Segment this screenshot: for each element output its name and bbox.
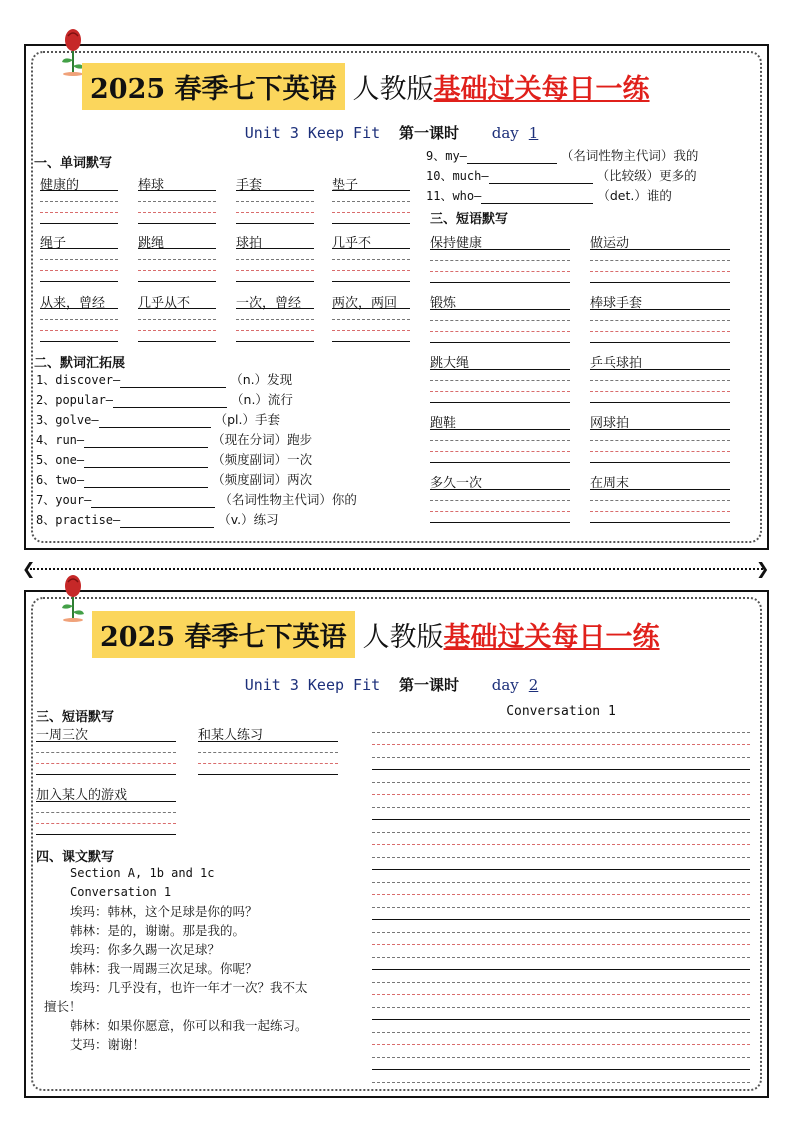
arrow-left-icon: ❮	[22, 559, 36, 578]
answer-blank[interactable]	[84, 434, 208, 448]
vocab-cell	[332, 232, 410, 282]
vocab-prompt: 健康的	[40, 174, 118, 191]
passage-line: 艾玛：谢谢！	[70, 1037, 146, 1052]
unit-row	[26, 674, 767, 695]
writing-line[interactable]	[372, 858, 750, 871]
writing-line[interactable]	[590, 452, 730, 463]
year-title: 2025 春季七下英语	[92, 611, 355, 658]
phrase-prompt: 做运动	[590, 232, 730, 250]
writing-line[interactable]	[372, 945, 750, 958]
writing-line[interactable]	[138, 260, 216, 271]
section-phrase-title: 三、短语默写	[36, 710, 115, 725]
vocab-prompt: 球拍	[236, 232, 314, 249]
expand-hint: （n.）发现	[230, 372, 293, 387]
vocab-prompt: 绳子	[40, 232, 118, 249]
writing-line[interactable]	[40, 213, 118, 224]
conversation-title: Conversation 1	[506, 704, 616, 719]
writing-line[interactable]	[332, 213, 410, 224]
phrase-prompt: 在周末	[590, 472, 730, 490]
writing-line[interactable]	[138, 213, 216, 224]
writing-line[interactable]	[198, 742, 338, 753]
expand-hint: （频度副词）一次	[212, 452, 313, 467]
writing-line[interactable]	[36, 802, 176, 813]
writing-line[interactable]	[372, 720, 750, 733]
writing-line[interactable]	[372, 883, 750, 896]
phrase-cell	[590, 472, 730, 523]
vocab-cell	[236, 232, 314, 282]
writing-line[interactable]	[430, 250, 570, 261]
writing-line[interactable]	[372, 970, 750, 983]
writing-line[interactable]	[372, 958, 750, 971]
answer-blank[interactable]	[99, 414, 211, 428]
writing-line[interactable]	[372, 908, 750, 921]
expand-prefix: 1、discover—	[36, 373, 121, 387]
expand-prefix: 8、practise—	[36, 513, 121, 527]
writing-line[interactable]	[430, 501, 570, 512]
expand-hint: （n.）流行	[231, 392, 293, 407]
expand-item	[426, 184, 698, 204]
vocab-prompt: 棒球	[138, 174, 216, 191]
writing-line[interactable]	[198, 764, 338, 775]
phrase-prompt: 加入某人的游戏	[36, 784, 176, 802]
writing-line[interactable]	[430, 272, 570, 283]
section-passage-title: 四、课文默写	[36, 850, 115, 865]
expand-item	[36, 468, 357, 488]
writing-line[interactable]	[590, 261, 730, 272]
writing-lines	[372, 720, 750, 1083]
writing-line[interactable]	[372, 995, 750, 1008]
passage-line: 擅长！	[44, 999, 82, 1014]
writing-line[interactable]	[372, 1008, 750, 1021]
vocab-cell	[40, 232, 118, 282]
writing-line[interactable]	[372, 845, 750, 858]
vocab-cell	[236, 174, 314, 224]
writing-line[interactable]	[430, 441, 570, 452]
phrase-prompt: 乒乓球拍	[590, 352, 730, 370]
answer-blank[interactable]	[113, 394, 227, 408]
phrase-cell	[590, 292, 730, 343]
arrow-right-icon: ❯	[756, 559, 770, 578]
writing-line[interactable]	[332, 202, 410, 213]
expand-item	[36, 388, 357, 408]
cut-line	[30, 568, 763, 570]
passage-line: 韩林：我一周踢三次足球。你呢？	[70, 961, 258, 976]
passage-line: 埃玛：韩林，这个足球是你的吗？	[70, 904, 258, 919]
writing-line[interactable]	[372, 795, 750, 808]
phrase-prompt: 棒球手套	[590, 292, 730, 310]
rose-icon	[56, 574, 90, 622]
answer-blank[interactable]	[467, 150, 557, 164]
vocab-cell	[40, 174, 118, 224]
section-phrase-title: 三、短语默写	[430, 212, 509, 227]
phrase-cell	[36, 784, 176, 835]
vocab-cell	[138, 232, 216, 282]
vocab-prompt: 从来，曾经	[40, 292, 118, 309]
writing-line[interactable]	[332, 320, 410, 331]
expand-hint: （v.）练习	[218, 512, 279, 527]
writing-line[interactable]	[590, 501, 730, 512]
lesson-label: 第一课时	[398, 676, 459, 694]
day-number: 2	[528, 676, 539, 694]
writing-line[interactable]	[138, 331, 216, 342]
phrase-cell	[430, 472, 570, 523]
vocab-cell	[332, 174, 410, 224]
writing-line[interactable]	[40, 320, 118, 331]
writing-line[interactable]	[236, 260, 314, 271]
expand-item	[426, 164, 698, 184]
edition-label: 人教版	[362, 621, 444, 653]
writing-line[interactable]	[36, 764, 176, 775]
vocab-prompt: 跳绳	[138, 232, 216, 249]
phrase-cell	[590, 352, 730, 403]
passage-line: 埃玛：你多久踢一次足球？	[70, 942, 221, 957]
slogan: 基础过关每日一练	[433, 73, 650, 105]
writing-line[interactable]	[372, 870, 750, 883]
vocab-prompt: 几乎不	[332, 232, 410, 249]
phrase-cell	[36, 724, 176, 775]
writing-line[interactable]	[236, 331, 314, 342]
writing-line[interactable]	[372, 758, 750, 771]
expand-item	[36, 448, 357, 468]
section-expand-title: 二、默词汇拓展	[34, 356, 126, 371]
writing-line[interactable]	[430, 381, 570, 392]
writing-line[interactable]	[138, 202, 216, 213]
worksheet-day-2	[24, 590, 769, 1098]
vocab-prompt: 两次，两回	[332, 292, 410, 309]
writing-line[interactable]	[40, 260, 118, 271]
writing-line[interactable]	[40, 331, 118, 342]
day-number: 1	[528, 124, 539, 142]
expand-item	[36, 488, 357, 508]
writing-line[interactable]	[332, 271, 410, 282]
writing-line[interactable]	[590, 392, 730, 403]
expand-prefix: 2、popular—	[36, 393, 114, 407]
phrase-cell	[430, 412, 570, 463]
year-title: 2025 春季七下英语	[82, 63, 345, 110]
writing-line[interactable]	[430, 512, 570, 523]
phrase-cell	[198, 724, 338, 775]
writing-line[interactable]	[590, 430, 730, 441]
writing-line[interactable]	[372, 808, 750, 821]
expand-list	[36, 368, 357, 528]
expand-hint: （pl.）手套	[214, 412, 280, 427]
passage-text	[44, 850, 374, 1054]
expand-hint: （频度副词）两次	[212, 472, 313, 487]
writing-line[interactable]	[372, 983, 750, 996]
edition-label: 人教版	[352, 73, 434, 105]
expand-hint: （比较级）更多的	[596, 168, 697, 183]
writing-line[interactable]	[372, 1058, 750, 1071]
expand-prefix: 4、run—	[36, 433, 85, 447]
day-label: day 2	[492, 676, 549, 694]
writing-line[interactable]	[590, 490, 730, 501]
answer-blank[interactable]	[84, 454, 208, 468]
expand-prefix: 5、one—	[36, 453, 85, 467]
vocab-cell	[236, 292, 314, 342]
unit-row	[26, 122, 767, 143]
writing-line[interactable]	[236, 213, 314, 224]
writing-line[interactable]	[430, 321, 570, 332]
section-vocab-title: 一、单词默写	[34, 156, 113, 171]
answer-blank[interactable]	[84, 474, 208, 488]
writing-line[interactable]	[236, 320, 314, 331]
passage-line: 韩林：是的，谢谢。那是我的。	[70, 923, 246, 938]
writing-line[interactable]	[372, 933, 750, 946]
vocab-cell	[332, 292, 410, 342]
writing-line[interactable]	[36, 813, 176, 824]
unit-title: Unit 3 Keep Fit	[244, 676, 381, 694]
phrase-cell	[590, 412, 730, 463]
vocab-cell	[138, 174, 216, 224]
expand-prefix: 6、two—	[36, 473, 85, 487]
day-label: day 1	[492, 124, 549, 142]
phrase-prompt: 保持健康	[430, 232, 570, 250]
writing-line[interactable]	[372, 783, 750, 796]
phrase-prompt: 和某人练习	[198, 724, 338, 742]
expand-item	[36, 408, 357, 428]
writing-line[interactable]	[430, 490, 570, 501]
passage-line: 埃玛：几乎没有，也许一年才一次？我不太	[70, 980, 308, 995]
answer-blank[interactable]	[120, 374, 226, 388]
writing-line[interactable]	[236, 202, 314, 213]
writing-line[interactable]	[36, 742, 176, 753]
passage-conversation: Conversation 1	[70, 885, 172, 899]
expand-hint: （现在分词）跑步	[212, 432, 313, 447]
expand-hint: （名词性物主代词）你的	[219, 492, 357, 507]
writing-line[interactable]	[590, 321, 730, 332]
writing-line[interactable]	[372, 1033, 750, 1046]
lesson-label: 第一课时	[398, 124, 459, 142]
vocab-prompt: 几乎从不	[138, 292, 216, 309]
expand-list-right	[426, 144, 698, 204]
expand-prefix: 11、who—	[426, 189, 482, 203]
writing-line[interactable]	[372, 820, 750, 833]
title-row	[82, 64, 650, 108]
expand-prefix: 9、my—	[426, 149, 467, 163]
writing-line[interactable]	[198, 753, 338, 764]
phrase-cell	[590, 232, 730, 283]
vocab-prompt: 垫子	[332, 174, 410, 191]
writing-line[interactable]	[590, 441, 730, 452]
writing-line[interactable]	[590, 332, 730, 343]
writing-line[interactable]	[372, 745, 750, 758]
vocab-cell	[40, 292, 118, 342]
writing-line[interactable]	[372, 770, 750, 783]
writing-line[interactable]	[430, 430, 570, 441]
phrase-prompt: 跳大绳	[430, 352, 570, 370]
writing-line[interactable]	[430, 332, 570, 343]
writing-line[interactable]	[40, 271, 118, 282]
phrase-prompt: 多久一次	[430, 472, 570, 490]
writing-line[interactable]	[372, 920, 750, 933]
worksheet-day-1	[24, 44, 769, 550]
writing-line[interactable]	[590, 310, 730, 321]
writing-line[interactable]	[590, 272, 730, 283]
expand-item	[426, 144, 698, 164]
writing-line[interactable]	[332, 260, 410, 271]
expand-prefix: 3、golve—	[36, 413, 99, 427]
writing-line[interactable]	[236, 271, 314, 282]
writing-line[interactable]	[430, 370, 570, 381]
writing-line[interactable]	[372, 733, 750, 746]
vocab-cell	[138, 292, 216, 342]
vocab-prompt: 一次，曾经	[236, 292, 314, 309]
title-row	[92, 612, 660, 656]
expand-item	[36, 368, 357, 388]
answer-blank[interactable]	[91, 494, 215, 508]
expand-item	[36, 508, 357, 528]
writing-line[interactable]	[590, 250, 730, 261]
writing-line[interactable]	[138, 271, 216, 282]
passage-line: 韩林：如果你愿意，你可以和我一起练习。	[70, 1018, 308, 1033]
writing-line[interactable]	[372, 833, 750, 846]
phrase-prompt: 网球拍	[590, 412, 730, 430]
writing-line[interactable]	[590, 381, 730, 392]
writing-line[interactable]	[430, 392, 570, 403]
writing-line[interactable]	[40, 202, 118, 213]
writing-line[interactable]	[372, 1045, 750, 1058]
writing-line[interactable]	[372, 895, 750, 908]
expand-hint: （det.）谁的	[597, 188, 672, 203]
answer-blank[interactable]	[489, 170, 593, 184]
writing-line[interactable]	[590, 512, 730, 523]
phrase-prompt: 跑鞋	[430, 412, 570, 430]
writing-line[interactable]	[332, 331, 410, 342]
expand-item	[36, 428, 357, 448]
phrase-cell	[430, 352, 570, 403]
expand-prefix: 7、your—	[36, 493, 92, 507]
answer-blank[interactable]	[120, 514, 214, 528]
vocab-prompt: 手套	[236, 174, 314, 191]
answer-blank[interactable]	[481, 190, 593, 204]
writing-line[interactable]	[430, 261, 570, 272]
writing-line[interactable]	[138, 320, 216, 331]
writing-line[interactable]	[590, 370, 730, 381]
writing-line[interactable]	[36, 824, 176, 835]
expand-prefix: 10、much—	[426, 169, 489, 183]
unit-title: Unit 3 Keep Fit	[244, 124, 381, 142]
passage-section: Section A, 1b and 1c	[70, 866, 215, 880]
writing-line[interactable]	[430, 452, 570, 463]
writing-line[interactable]	[372, 1020, 750, 1033]
writing-line[interactable]	[372, 1070, 750, 1083]
phrase-prompt: 一周三次	[36, 724, 176, 742]
writing-line[interactable]	[430, 310, 570, 321]
phrase-cell	[430, 292, 570, 343]
phrase-prompt: 锻炼	[430, 292, 570, 310]
expand-hint: （名词性物主代词）我的	[560, 148, 699, 163]
slogan: 基础过关每日一练	[443, 621, 660, 653]
writing-line[interactable]	[36, 753, 176, 764]
phrase-cell	[430, 232, 570, 283]
